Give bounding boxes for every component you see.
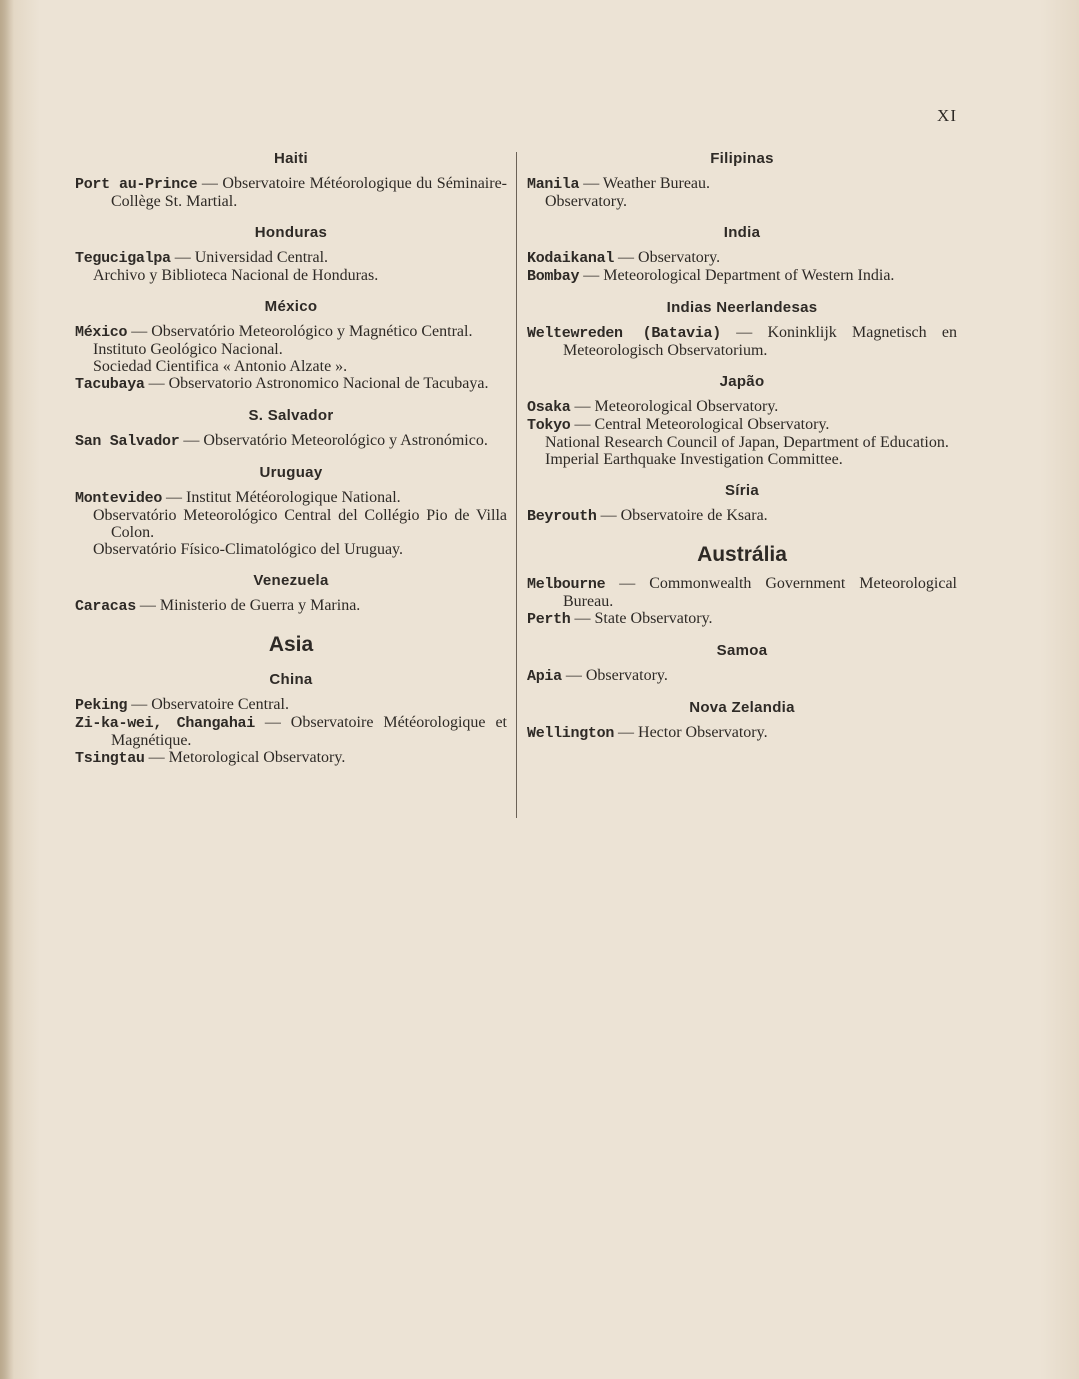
entry-text: — Institut Météorologique National.	[162, 489, 401, 506]
city-name: Perth	[527, 611, 571, 628]
section-heading-filipinas: Filipinas	[710, 150, 774, 167]
section-heading-venezuela: Venezuela	[253, 572, 329, 589]
city-name: Tokyo	[527, 417, 571, 434]
section-heading-china: China	[269, 671, 313, 688]
section-heading-honduras: Honduras	[254, 224, 328, 241]
city-name: Montevideo	[75, 490, 163, 507]
continent-heading-asia: Asia	[268, 633, 314, 656]
entry-osaka	[527, 398, 957, 416]
entry-text: — Universidad Central.	[170, 249, 329, 266]
city-name: Bombay	[527, 268, 580, 285]
sub-entry-villa-colon: Observatório Meteorológico Central del Collégio Pio de Villa Colon.	[93, 507, 507, 541]
city-name: Caracas	[75, 598, 136, 615]
continent-heading-australia: Austrália	[697, 543, 787, 566]
entry-tacubaya	[75, 375, 507, 393]
city-name: Tacubaya	[75, 376, 145, 393]
city-name: Kodaikanal	[527, 250, 615, 267]
section-heading-nova-zelandia: Nova Zelandia	[689, 699, 795, 716]
city-name: Beyrouth	[527, 508, 597, 525]
sub-entry-research-council: National Research Council of Japan, Department of Education.	[545, 434, 949, 451]
entry-montevideo	[75, 489, 507, 507]
right-column	[527, 150, 957, 742]
city-name: Tsingtau	[75, 750, 145, 767]
city-name: Peking	[75, 697, 128, 714]
city-name: Port au-Prince	[75, 176, 198, 193]
entry-text: — Weather Bureau.	[579, 175, 711, 192]
city-name: Zi-ka-wei, Changahai	[75, 715, 255, 732]
sub-entry-archivo: Archivo y Biblioteca Nacional de Honduras.	[93, 267, 379, 284]
entry-wellington	[527, 724, 957, 742]
section-heading-india: India	[723, 224, 761, 241]
entry-text: — Meteorological Observatory.	[570, 398, 779, 415]
sub-entry-earthquake: Imperial Earthquake Investigation Committee.	[545, 451, 843, 468]
section-heading-samoa: Samoa	[716, 642, 768, 659]
city-name: Wellington	[527, 725, 615, 742]
entry-text: — Commonwealth Government Meteorological Bureau.	[563, 575, 957, 610]
entry-text: — Ministerio de Guerra y Marina.	[135, 597, 361, 614]
city-name: Osaka	[527, 399, 571, 416]
entry-text: — Observatório Meteorológico y Magnético Central.	[127, 323, 473, 340]
entry-manila	[527, 175, 957, 193]
entry-text: — Meteorological Department of Western India.	[579, 267, 895, 284]
entry-text: — Observatoire Central.	[127, 696, 289, 713]
sub-entry-observatory: Observatory.	[545, 193, 628, 210]
section-heading-japao: Japão	[719, 373, 765, 390]
entry-text: — State Observatory.	[570, 610, 713, 627]
left-column	[75, 150, 507, 767]
entry-zikawei	[75, 714, 507, 749]
section-heading-haiti: Haiti	[273, 150, 308, 167]
sub-entry-sociedad: Sociedad Cientifica « Antonio Alzate ».	[93, 358, 348, 375]
entry-text: — Metorological Observatory.	[144, 749, 346, 766]
entry-text: — Observatório Meteorológico y Astronómico.	[179, 432, 488, 449]
sub-entry-instituto: Instituto Geológico Nacional.	[93, 341, 283, 358]
entry-beyrouth	[527, 507, 957, 525]
entry-text: — Observatorio Astronomico Nacional de Tacubaya.	[144, 375, 489, 392]
binding-shadow	[0, 0, 14, 1379]
city-name: México	[75, 324, 128, 341]
entry-melbourne	[527, 575, 957, 610]
section-heading-salvador: S. Salvador	[248, 407, 334, 424]
column-divider	[516, 152, 517, 818]
city-name: Tegucigalpa	[75, 250, 171, 267]
entry-caracas	[75, 597, 507, 615]
city-name: Melbourne	[527, 576, 606, 593]
section-heading-mexico: México	[264, 298, 318, 315]
entry-text: — Observatoire de Ksara.	[596, 507, 768, 524]
city-name: Apia	[527, 668, 562, 685]
entry-tegucigalpa	[75, 249, 507, 267]
entry-weltewreden	[527, 324, 957, 359]
entry-text: — Central Meteorological Observatory.	[570, 416, 830, 433]
page-number: XI	[937, 106, 957, 125]
city-name: San Salvador	[75, 433, 180, 450]
entry-mexico	[75, 323, 507, 341]
sub-entry-fisico: Observatório Físico-Climatológico del Uruguay.	[93, 541, 404, 558]
entry-port-au-prince	[75, 175, 507, 210]
entry-bombay	[527, 267, 957, 285]
city-name: Manila	[527, 176, 580, 193]
entry-perth	[527, 610, 957, 628]
section-heading-siria: Síria	[724, 482, 760, 499]
entry-text: — Observatoire Météorologique du Séminaire-Collège St. Martial.	[111, 175, 507, 210]
entry-text: — Observatoire Météorologique et Magnétique.	[111, 714, 508, 749]
entry-apia	[527, 667, 957, 685]
entry-text: — Koninklijk Magnetisch en Meteorologisch Observatorium.	[563, 324, 957, 359]
entry-kodaikanal	[527, 249, 957, 267]
entry-text: — Observatory.	[561, 667, 668, 684]
entry-text: — Hector Observatory.	[614, 724, 768, 741]
city-name: Weltewreden (Batavia)	[527, 325, 721, 342]
entry-tokyo	[527, 416, 957, 434]
entry-peking	[75, 696, 507, 714]
entry-san-salvador	[75, 432, 507, 450]
entry-text: — Observatory.	[614, 249, 721, 266]
section-heading-indias-neerlandesas: Indias Neerlandesas	[666, 299, 818, 316]
section-heading-uruguay: Uruguay	[259, 464, 323, 481]
entry-tsingtau	[75, 749, 507, 767]
